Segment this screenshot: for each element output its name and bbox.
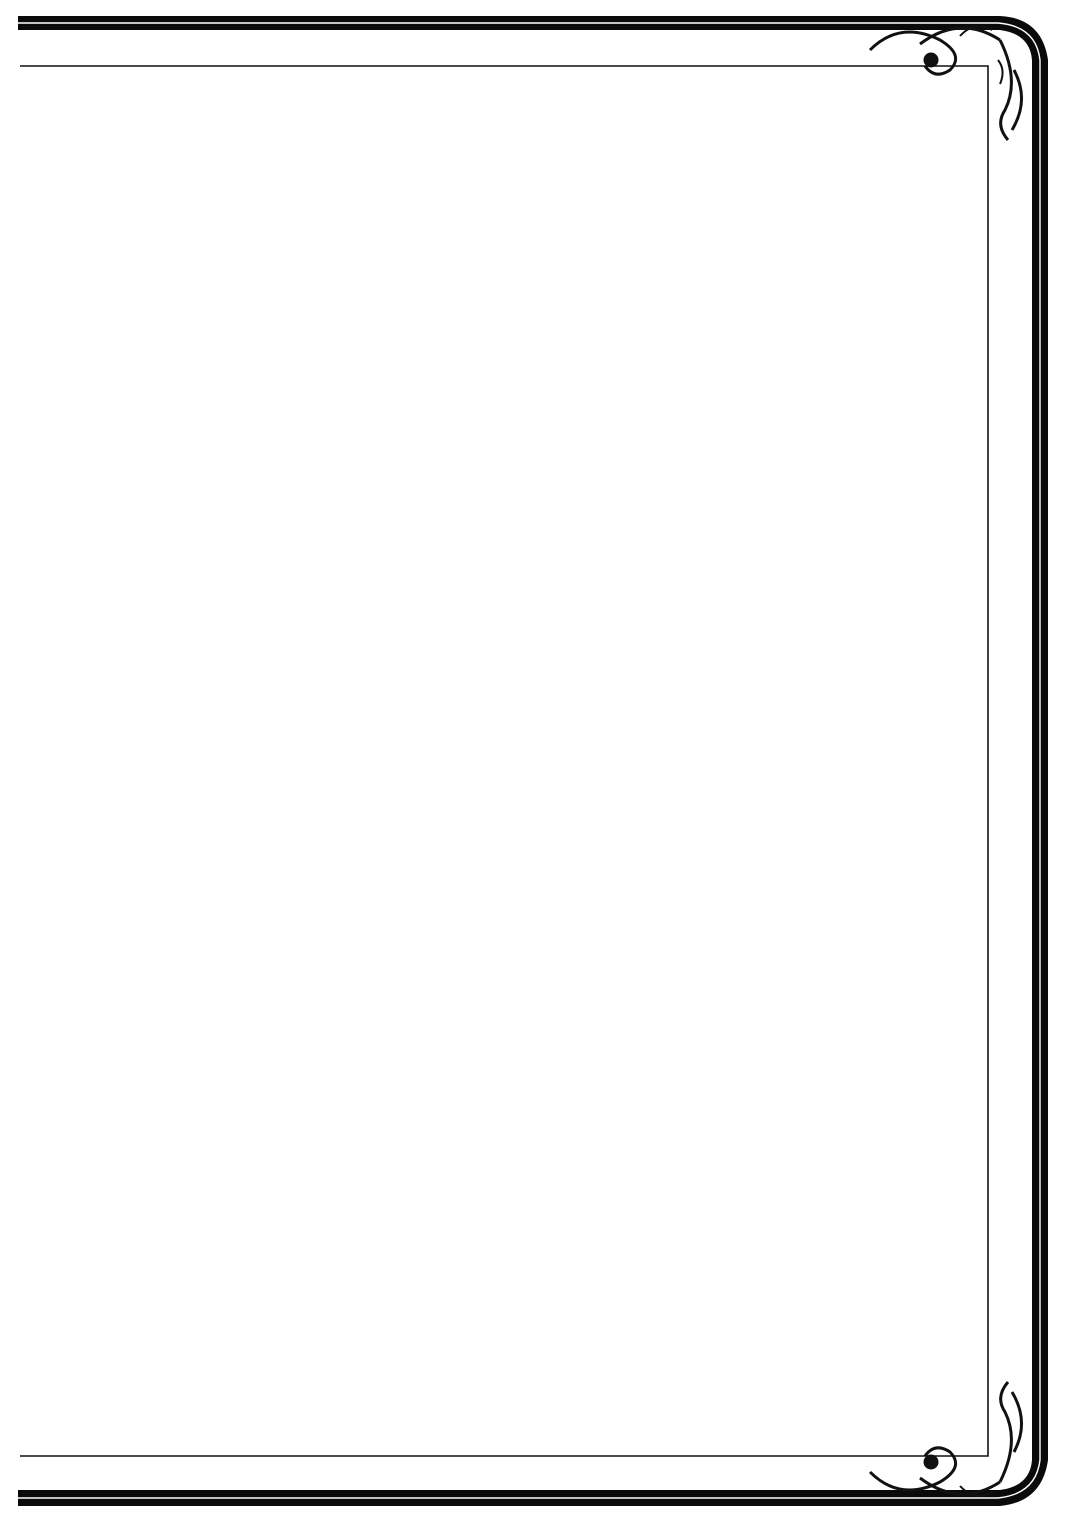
- corner-flourish-bottom-right: [870, 1382, 1022, 1496]
- border-band: [18, 16, 1048, 1506]
- corner-flourish-top-right: [870, 26, 1022, 140]
